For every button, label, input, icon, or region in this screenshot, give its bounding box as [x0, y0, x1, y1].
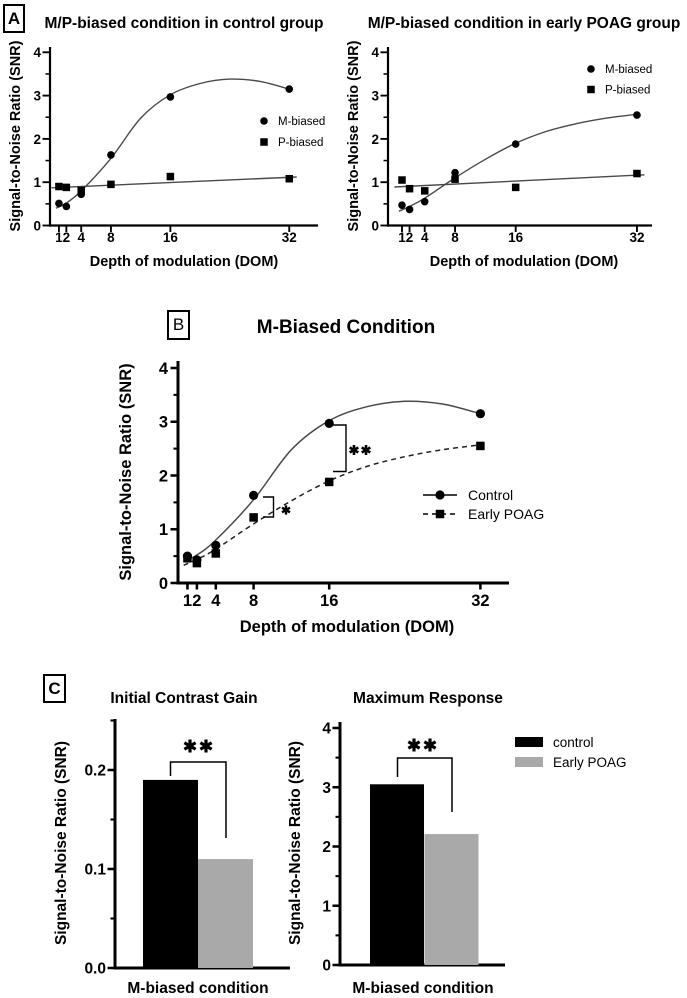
svg-text:Depth of modulation (DOM): Depth of modulation (DOM): [89, 254, 279, 270]
svg-text:1: 1: [371, 175, 379, 191]
svg-text:M-biased condition: M-biased condition: [127, 980, 269, 997]
svg-text:2: 2: [192, 592, 202, 610]
svg-text:0: 0: [371, 218, 379, 234]
svg-text:32: 32: [629, 230, 645, 245]
svg-text:3: 3: [322, 779, 331, 797]
svg-text:1: 1: [322, 898, 331, 916]
svg-text:P-biased: P-biased: [278, 137, 324, 150]
svg-text:Signal-to-Noise Ratio (SNR): Signal-to-Noise Ratio (SNR): [287, 740, 304, 946]
svg-text:4: 4: [322, 720, 331, 738]
svg-text:M/P-biased condition in early: M/P-biased condition in early POAG group: [367, 15, 681, 32]
svg-text:Control: Control: [468, 487, 514, 504]
svg-text:0: 0: [322, 957, 331, 975]
svg-text:Early POAG: Early POAG: [468, 506, 545, 523]
svg-text:M-biased: M-biased: [278, 116, 326, 129]
svg-text:4: 4: [420, 230, 429, 245]
svg-text:4: 4: [211, 592, 221, 610]
svg-text:2: 2: [62, 230, 71, 245]
svg-text:M-Biased Condition: M-Biased Condition: [256, 317, 436, 338]
svg-text:0.0: 0.0: [84, 960, 106, 978]
panel-c-initial-contrast-gain-bar-chart: [53, 690, 290, 997]
svg-text:1: 1: [33, 175, 41, 191]
svg-text:4: 4: [33, 45, 41, 61]
svg-text:Early POAG: Early POAG: [553, 754, 627, 770]
svg-text:M/P-biased condition in contro: M/P-biased condition in control group: [44, 15, 324, 32]
svg-text:32: 32: [281, 230, 297, 245]
svg-text:16: 16: [162, 230, 178, 245]
svg-text:control: control: [553, 734, 594, 750]
svg-text:4: 4: [371, 45, 379, 61]
panel-a-control-scatter-plot: [8, 15, 325, 270]
panel-a-label: A: [3, 4, 25, 33]
svg-text:2: 2: [322, 839, 331, 857]
panel-c-label: C: [43, 674, 66, 703]
svg-text:8: 8: [107, 230, 115, 245]
svg-text:1: 1: [158, 521, 168, 540]
svg-text:2: 2: [158, 467, 168, 486]
svg-text:2: 2: [33, 131, 41, 147]
svg-text:Signal-to-Noise Ratio (SNR): Signal-to-Noise Ratio (SNR): [8, 40, 24, 232]
svg-text:4: 4: [158, 359, 168, 378]
svg-text:Signal-to-Noise Ratio (SNR): Signal-to-Noise Ratio (SNR): [117, 363, 135, 581]
panel-a-early-poag-scatter-plot: [346, 15, 680, 270]
svg-text:0.1: 0.1: [84, 861, 106, 879]
svg-text:4: 4: [77, 230, 85, 245]
svg-text:Signal-to-Noise Ratio (SNR): Signal-to-Noise Ratio (SNR): [53, 740, 70, 946]
svg-text:1: 1: [398, 230, 406, 245]
svg-text:16: 16: [320, 592, 339, 610]
svg-text:0: 0: [158, 574, 168, 593]
panel-b-m-biased-comparison-plot: [117, 317, 544, 636]
svg-text:8: 8: [451, 230, 459, 245]
svg-text:3: 3: [371, 88, 379, 104]
svg-text:Signal-to-Noise Ratio (SNR): Signal-to-Noise Ratio (SNR): [346, 40, 362, 232]
svg-text:2: 2: [405, 230, 414, 245]
svg-text:8: 8: [249, 592, 259, 610]
panel-c-maximum-response-bar-chart: [287, 690, 627, 997]
panel-b-label: B: [167, 310, 190, 340]
svg-text:1: 1: [182, 592, 193, 610]
svg-text:Depth of modulation (DOM): Depth of modulation (DOM): [429, 254, 619, 270]
svg-text:Depth of modulation (DOM): Depth of modulation (DOM): [239, 618, 455, 636]
svg-text:0: 0: [33, 218, 41, 234]
svg-text:Initial Contrast Gain: Initial Contrast Gain: [110, 690, 258, 707]
svg-text:32: 32: [471, 592, 490, 610]
svg-text:M-biased: M-biased: [605, 64, 653, 77]
svg-text:1: 1: [55, 230, 63, 245]
svg-text:16: 16: [508, 230, 524, 245]
svg-text:3: 3: [33, 88, 41, 104]
svg-text:P-biased: P-biased: [605, 84, 651, 97]
svg-text:2: 2: [371, 131, 379, 147]
svg-text:3: 3: [158, 413, 168, 432]
svg-text:0.2: 0.2: [84, 762, 106, 780]
svg-text:M-biased condition: M-biased condition: [352, 980, 494, 997]
svg-text:Maximum Response: Maximum Response: [353, 690, 503, 707]
